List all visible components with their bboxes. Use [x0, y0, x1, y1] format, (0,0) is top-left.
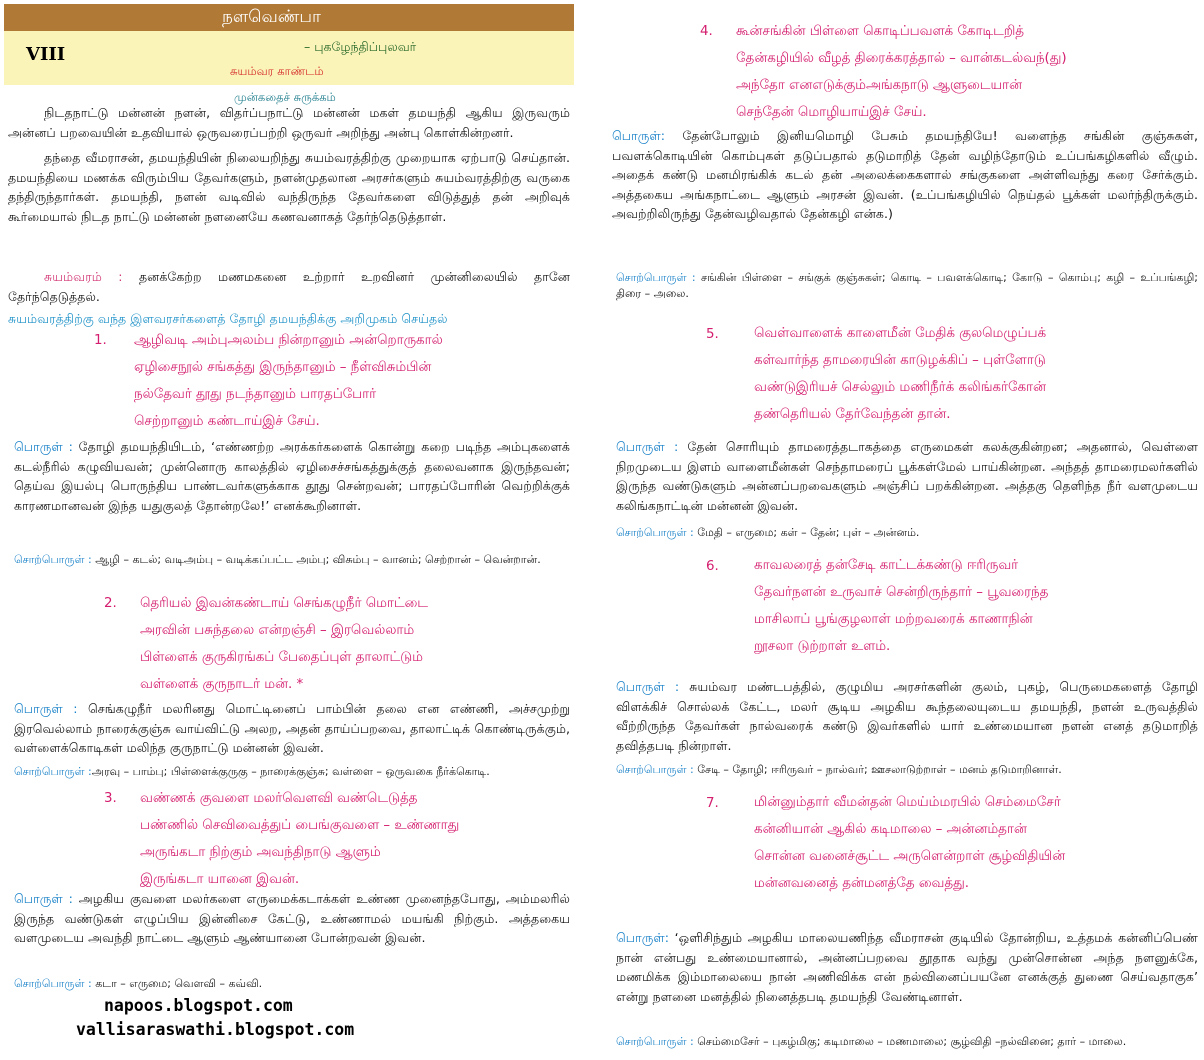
verse-1-glossary	[14, 552, 570, 568]
verse-line: மாசிலாப் பூங்குழலாள் மற்றவரைக் காணாநின்	[754, 612, 1033, 627]
glossary-text: ஆழி – கடல்; வடிஅம்பு – வடிக்கப்பட்ட அம்பு; விசும்பு – வானம்; செற்றான் – வென்றான்.	[91, 553, 541, 566]
intro-paragraph-1: நிடதநாட்டு மன்னன் நளன், விதர்ப்பநாட்டு மன்னன் மகள் தமயந்தி ஆகிய இருவரும் அன்னப் பறவையின் உதவியால் ஒருவரைப்பற்றி ஒருவர் அறிந்து அன்பு கொள்கின்றனர்.	[8, 105, 570, 140]
verse-4-meaning	[612, 126, 1198, 224]
verse-line: சொன்ன வனைச்சூட்ட அருளென்றாள் சூழ்விதியின்	[754, 849, 1066, 864]
definition-paragraph	[8, 267, 570, 306]
verse-7-meaning	[616, 928, 1198, 1006]
definition-text: தனக்கேற்ற மணமகனை உற்றார் உறவினர் முன்னிலையில் தானே தேர்ந்தெடுத்தல்.	[8, 269, 570, 304]
verse-2-meaning	[14, 699, 570, 758]
verse-number: 6.	[706, 559, 719, 574]
verse-7	[754, 789, 1198, 897]
blog-link-napoos[interactable]: napoos.blogspot.com	[104, 996, 293, 1015]
verse-line: ஆழிவடி அம்புஅலம்ப நின்றானும் அன்றொருகால்	[134, 333, 443, 348]
verse-line: ஏழிசைநூல் சங்கத்து இருந்தானும் – நீள்விசும்பின்	[134, 360, 432, 375]
glossary-text: சங்கின் பிள்ளை – சங்குக் குஞ்சுகள்; கொடி – பவளக்கொடி; கோடு – கொம்பு; கழி – உப்பங்கழி; திரை – அலை.	[616, 271, 1198, 300]
meaning-label: பொருள் :	[616, 679, 680, 694]
verse-line: வண்ணக் குவளை மலர்வெளவி வண்டெடுத்த	[140, 791, 418, 806]
verse-3	[140, 785, 570, 893]
section-name: சுயம்வர காண்டம்	[230, 64, 324, 78]
glossary-text: செம்மைசேர் – புகழ்மிகு; கடிமாலை – மணமாலை; சூழ்விதி –நல்வினை; தார் – மாலை.	[693, 1035, 1127, 1048]
verse-line: மன்னவனைத் தன்மனத்தே வைத்து.	[754, 876, 969, 891]
verse-line: தேவர்நளன் உருவாச் சென்றிருந்தார் – பூவரைந்த	[754, 585, 1049, 600]
meaning-label: பொருள் :	[14, 891, 73, 906]
meaning-text: தேன்போலும் இனியமொழி பேசும் தமயந்தியே! வளைந்த சங்கின் குஞ்சுகள், பவளக்கொடியின் கொம்புகள் தடுப்பதால் தடுமாறித் தேன் வழிந்தோடும் உப்பங்கழிகளில் வீழும். அதைக் கண்டு மனமிரங்கிக் கடல் தன் அலைக்கைகளால் சங்குகளை அள்ளிவந்து கரை சேர்க்கும். அத்தகைய அங்கநாட்டை ஆளும் அரசன் இவன். (உப்பங்கழியில் நெய்தல் பூக்கள் மலர்ந்திருக்கும். அவற்றிலிருந்து தேன்வழிவதால் தேன்கழி என்க.)	[612, 128, 1198, 221]
intro-paragraph-2: தந்தை வீமராசன், தமயந்தியின் நிலையறிந்து சுயம்வரத்திற்கு முறையாக ஏற்பாடு செய்தான். தமயந்தியை மணக்க விரும்பிய தேவர்களும், நளன்முதலான அரசர்களும் சுயம்வரத்திற்கு வருகை தந்திருந்தார்கள். தமயந்தி, நளன் வடிவில் வந்திருந்த தேவர்களை விடுத்துத் தன் அறிவுக் கூர்மையால் நிடத நாட்டு மன்னன் நளனையே கணவனாகத் தேர்ந்தெடுத்தாள்.	[8, 150, 570, 224]
glossary-label: சொற்பொருள் :	[14, 977, 92, 990]
meaning-label: பொருள் :	[14, 439, 73, 454]
summary-title: முன்கதைச் சுருக்கம்	[234, 90, 336, 104]
section-heading: சுயம்வரத்திற்கு வந்த இளவரசர்களைத் தோழி தமயந்திக்கு அறிமுகம் செய்தல்	[8, 311, 448, 326]
verse-7-glossary	[616, 1034, 1198, 1050]
glossary-text: அரவு – பாம்பு; பிள்ளைக்குருகு – நாரைக்குஞ்சு; வள்ளை – ஒருவகை நீர்க்கொடி.	[91, 765, 490, 778]
meaning-text: சுயம்வர மண்டபத்தில், குழுமிய அரசர்களின் குலம், புகழ், பெருமைகளைத் தோழி விளக்கிச் சொல்லக் கேட்ட, மலர் சூடிய அழகிய கூந்தலையுடைய தமயந்தி, நளன் உருவத்தில் வீற்றிருந்த தேவர்கள் நால்வரைக் கண்டு இவர்களில் யார் உண்மையான நளன் எனத் தடுமாறித் தவித்தபடி நின்றாள்.	[616, 679, 1198, 753]
glossary-text: சேடி – தோழி; ஈரிருவர் – நால்வர்; ஊசலாடுற்றாள் – மனம் தடுமாறினாள்.	[693, 763, 1062, 776]
verse-line: கூன்சங்கின் பிள்ளை கொடிப்பவளக் கோடிடறித்	[736, 24, 1024, 39]
verse-3-glossary	[14, 976, 570, 992]
glossary-label: சொற்பொருள் :	[616, 1035, 694, 1048]
meaning-label: பொருள் :	[14, 701, 78, 716]
verse-3-meaning	[14, 889, 570, 948]
verse-line: வள்ளைக் குருநாடர் மன். *	[140, 677, 304, 692]
glossary-label: சொற்பொருள் :	[14, 765, 92, 778]
meaning-text: அழகிய குவளை மலர்களை எருமைக்கடாக்கள் உண்ண முனைந்தபோது, அம்மலரில் இருந்த வண்டுகள் எழுப்பிய இன்னிசை கேட்டு, உண்ணாமல் மயங்கி நிற்கும். அத்தகைய வளமுடைய அவந்தி நாட்டை ஆளும் ஆண்யானை போன்றவன் இவன்.	[14, 891, 570, 945]
verse-line: அரவின் பசுந்தலை என்றஞ்சி – இரவெல்லாம்	[140, 623, 415, 638]
glossary-label: சொற்பொருள் :	[616, 763, 694, 776]
glossary-text: கடா – எருமை; வெளவி – கவ்வி.	[91, 977, 263, 990]
verse-1	[134, 327, 574, 435]
meaning-text: ‘ஒளிசிந்தும் அழகிய மாலையணிந்த வீமராசன் குடியில் தோன்றிய, உத்தமக் கன்னிப்பெண் நான் என்பது உண்மையானால், அன்னப்பறவை தூதாக வந்து முன்சொன்ன அந்த நளனுக்கே, மணமிக்க இம்மாலையை நான் அணிவிக்க என் நல்வினைப்பயனே எனக்குத் துணை செய்வதாகுக’ என்று நளனை மனத்தில் நினைத்தபடி தமயந்தி வேண்டினாள்.	[616, 930, 1198, 1004]
verse-line: இருங்கடா யானை இவன்.	[140, 872, 300, 887]
verse-line: செற்றானும் கண்டாய்இச் சேய்.	[134, 414, 320, 429]
page-title: நளவெண்பா	[222, 6, 321, 27]
chapter-number: VIII	[26, 44, 66, 65]
verse-line: கன்னியான் ஆகில் கடிமாலை – அன்னம்தான்	[754, 822, 1027, 837]
meaning-label: பொருள்:	[612, 128, 666, 143]
verse-number: 1.	[94, 333, 107, 348]
meaning-text: தேன் சொரியும் தாமரைத்தடாகத்தை எருமைகள் கலக்குகின்றன; அதனால், வெள்ளை நிறமுடைய இளம் வாளைமீன்கள் செந்தாமரைப் பூக்கள்மேல் பாய்கின்றன. அந்தத் தாமரைமலர்களில் இருந்த வண்டுகளும் அன்னப்பறவைகளும் அஞ்சிப் பறக்கின்றன. அத்தகு தெளிந்த நீர் வளமுடைய கலிங்கநாட்டின் மன்னன் இவன்.	[616, 439, 1198, 513]
meaning-text: செங்கழுநீர் மலரினது மொட்டினைப் பாம்பின் தலை என எண்ணி, அச்சமுற்று இரவெல்லாம் நாரைக்குஞ்சு வாய்விட்டு அலற, அதன் தாய்ப்பறவை, தாலாட்டிக் கொண்டிருக்கும், வள்ளைக்கொடிகள் மலிந்த குருநாட்டு மன்னன் இவன்.	[14, 701, 570, 755]
verse-line: வண்டுஇரியச் செல்லும் மணிநீர்க் கலிங்கர்கோன்	[754, 380, 1047, 395]
verse-line: தெரியல் இவன்கண்டாய் செங்கழுநீர் மொட்டை	[140, 596, 428, 611]
glossary-label: சொற்பொருள் :	[616, 271, 696, 284]
verse-6	[754, 552, 1198, 660]
verse-number: 4.	[700, 24, 713, 39]
blog-link-vallisaraswathi[interactable]: vallisaraswathi.blogspot.com	[76, 1020, 355, 1039]
verse-6-meaning	[616, 677, 1198, 755]
verse-2-glossary	[14, 764, 570, 780]
chapter-header	[4, 31, 574, 85]
verse-6-glossary	[616, 762, 1198, 778]
meaning-label: பொருள்:	[616, 930, 670, 945]
verse-4-glossary	[616, 270, 1198, 302]
verse-line: பண்ணில் செவிவைத்துப் பைங்குவளை – உண்ணாது	[140, 818, 460, 833]
verse-4	[736, 18, 1196, 126]
verse-line: செந்தேன் மொழியாய்இச் சேய்.	[736, 105, 927, 120]
verse-line: காவலரைத் தன்சேடி காட்டக்கண்டு ஈரிருவர்	[754, 558, 1019, 573]
verse-1-meaning	[14, 437, 570, 515]
verse-line: கள்வார்ந்த தாமரையின் காடுழக்கிப் – புள்ளோடு	[754, 353, 1046, 368]
verse-line: பிள்ளைக் குருகிரங்கப் பேதைப்புள் தாலாட்டும்	[140, 650, 423, 665]
verse-line: மின்னும்தார் வீமன்தன் மெய்ம்மரபில் செம்மைசேர்	[754, 795, 1061, 810]
glossary-label: சொற்பொருள் :	[616, 526, 694, 539]
author-name: – புகழேந்திப்புலவர்	[304, 39, 417, 54]
verse-number: 2.	[104, 596, 117, 611]
definition-label: சுயம்வரம் :	[44, 269, 123, 284]
verse-line: நல்தேவர் தூது நடந்தானும் பாரதப்போர்	[134, 387, 377, 402]
glossary-text: மேதி – எருமை; கள் – தேன்; புள் – அன்னம்.	[693, 526, 920, 539]
verse-line: தேன்கழியில் வீழத் திரைக்கரத்தால் – வான்கடல்வந்(து)	[736, 51, 1067, 66]
verse-line: அருங்கடா நிற்கும் அவந்திநாடு ஆளும்	[140, 845, 381, 860]
verse-line: தண்தெரியல் தேர்வேந்தன் தான்.	[754, 407, 951, 422]
verse-5-meaning	[616, 437, 1198, 515]
verse-5-glossary	[616, 525, 1198, 541]
verse-5	[754, 320, 1198, 428]
verse-line: அந்தோ எனஎடுக்கும்அங்கநாடு ஆளுடையான்	[736, 78, 1022, 93]
verse-number: 3.	[104, 791, 117, 806]
verse-line: வெள்வாளைக் காளைமீன் மேதிக் குலமெழுப்பக்	[754, 326, 1047, 341]
meaning-label: பொருள் :	[616, 439, 679, 454]
verse-number: 5.	[706, 327, 719, 342]
meaning-text: தோழி தமயந்தியிடம், ‘எண்ணற்ற அரக்கர்களைக் கொன்று கறை படிந்த அம்புகளைக் கடல்நீரில் கழுவியவன்; முன்னொரு காலத்தில் ஏழிசைச்சங்கத்துக்குத் தலைவனாக இருந்தவன்; தெய்வ இயல்பு பொருந்திய பாண்டவர்களுக்காக தூது சென்றவன்; பாரதப்போரின் வெற்றிக்குக் காரணமானவன் இந்த யதுகுலத் தோன்றலே!’ எனக்கூறினாள்.	[14, 439, 570, 513]
glossary-label: சொற்பொருள் :	[14, 553, 92, 566]
verse-line: றூசலா டுற்றாள் உளம்.	[754, 639, 891, 654]
verse-number: 7.	[706, 796, 719, 811]
verse-2	[140, 590, 570, 698]
page-title-bar	[4, 4, 574, 31]
